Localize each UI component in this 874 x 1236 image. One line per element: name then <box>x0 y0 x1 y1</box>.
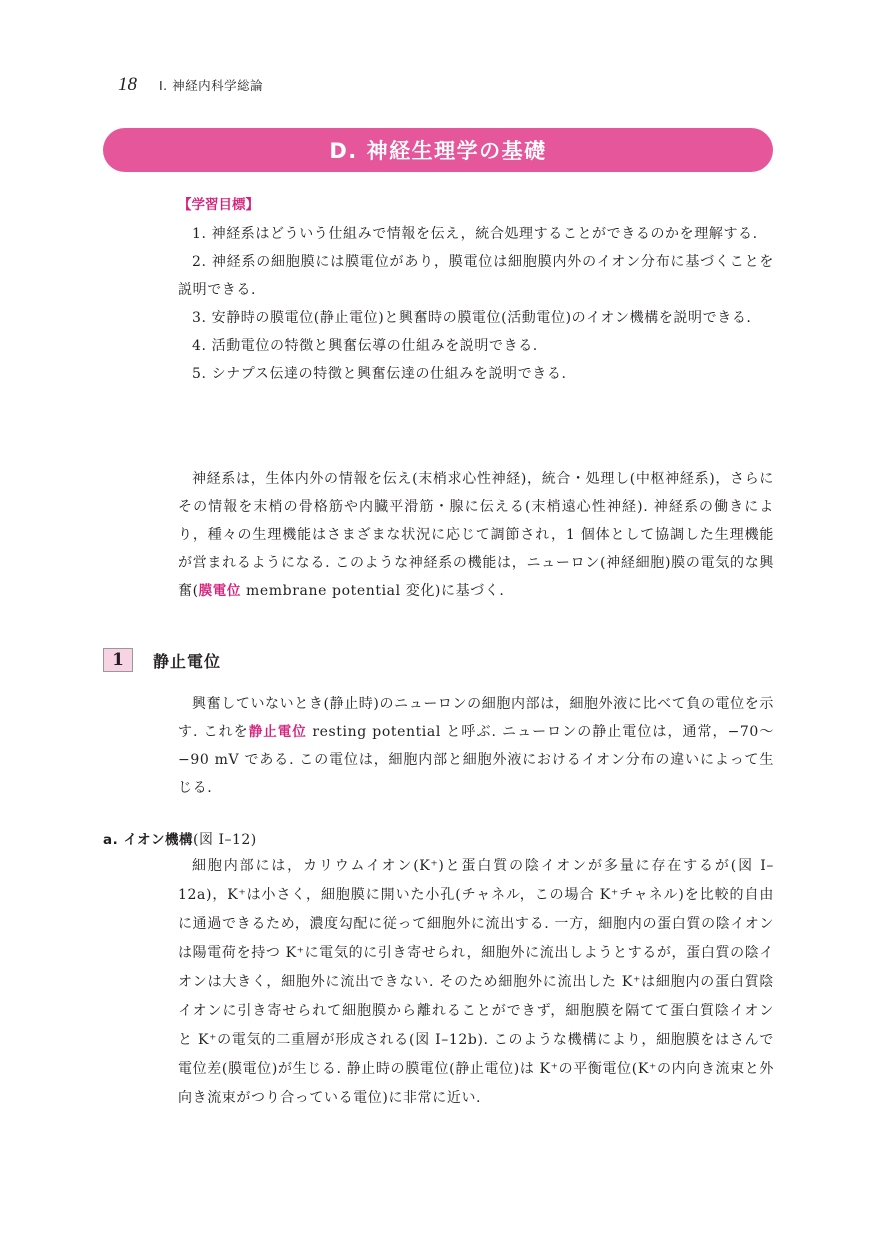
section-title: D. 神経生理学の基礎 <box>329 139 547 163</box>
page-number: 18 <box>118 74 137 95</box>
resting-block <box>178 690 774 802</box>
objective-item: 5. シナプス伝達の特徴と興奮伝達の仕組みを説明できる. <box>192 366 567 382</box>
figure-reference: (図 I–12) <box>193 832 257 848</box>
item-heading-ion-mechanism <box>103 828 257 852</box>
keyword-resting-potential: 静止電位 <box>248 724 307 740</box>
intro-text-after: membrane potential 変化)に基づく. <box>240 583 505 599</box>
intro-block <box>178 465 774 605</box>
objectives-heading: 【学習目標】 <box>178 197 259 213</box>
resting-text-before: 興奮していないとき(静止時)のニューロンの細胞内部は，細胞外液に比べて負の電位を示す. これを <box>178 696 774 740</box>
item-label: a. イオン機構 <box>103 832 194 848</box>
subsection-number: 1 <box>103 648 133 672</box>
intro-text-before: 神経系は，生体内外の情報を伝え(末梢求心性神経)，統合・処理し(中枢神経系)，さらにその情報を末梢の骨格筋や内臓平滑筋・腺に伝える(末梢遠心性神経). 神経系の働きにより，種々の生理機能はさまざまな状況に応じて調節され，1 個体として協調した生理機能が営まれるようになる. このような神経系の機能は，ニューロン(神経細胞)膜の電気的な興奮( <box>178 471 774 599</box>
subsection-title: 静止電位 <box>153 651 222 671</box>
resting-paragraph <box>178 690 774 802</box>
objective-item: 3. 安静時の膜電位(静止電位)と興奮時の膜電位(活動電位)のイオン機構を説明できる. <box>192 310 752 326</box>
keyword-membrane-potential: 膜電位 <box>198 583 241 599</box>
objective-item: 2. 神経系の細胞膜には膜電位があり，膜電位は細胞膜内外のイオン分布に基づくことを説明できる. <box>178 254 774 298</box>
objectives-list <box>178 220 774 388</box>
objective-item: 1. 神経系はどういう仕組みで情報を伝え，統合処理することができるのかを理解する. <box>192 226 758 242</box>
ion-mechanism-block <box>178 852 774 1113</box>
subsection-heading <box>103 648 221 672</box>
page-header <box>118 74 263 100</box>
running-title: I. 神経内科学総論 <box>159 78 264 93</box>
ion-mechanism-paragraph: 細胞内部には，カリウムイオン(K⁺)と蛋白質の陰イオンが多量に存在するが(図 I–12a)，K⁺は小さく，細胞膜に開いた小孔(チャネル，この場合 K⁺チャネル)を比較的自由に通過できるため，濃度勾配に従って細胞外に流出する. 一方，細胞内の蛋白質の陰イオンは陽電荷を持つ K⁺に電気的に引き寄せられ，細胞外に流出しようとするが，蛋白質の陰イオンは大きく，細胞外に流出できない. そのため細胞外に流出した K⁺は細胞内の蛋白質陰イオンに引き寄せられて細胞膜から離れることができず，細胞膜を隔てて蛋白質陰イオンと K⁺の電気的二重層が形成される(図 I–12b). このような機構により，細胞膜をはさんで電位差(膜電位)が生じる. 静止時の膜電位(静止電位)は K⁺の平衡電位(K⁺の内向き流束と外向き流束がつり合っている電位)に非常に近い. <box>178 858 774 1106</box>
resting-text-after: resting potential と呼ぶ. ニューロンの静止電位は，通常，−70〜−90 mV である. この電位は，細胞内部と細胞外液におけるイオン分布の違いによって生じる. <box>178 724 774 796</box>
objective-item: 4. 活動電位の特徴と興奮伝導の仕組みを説明できる. <box>192 338 538 354</box>
intro-paragraph <box>178 465 774 605</box>
section-banner <box>103 128 773 172</box>
